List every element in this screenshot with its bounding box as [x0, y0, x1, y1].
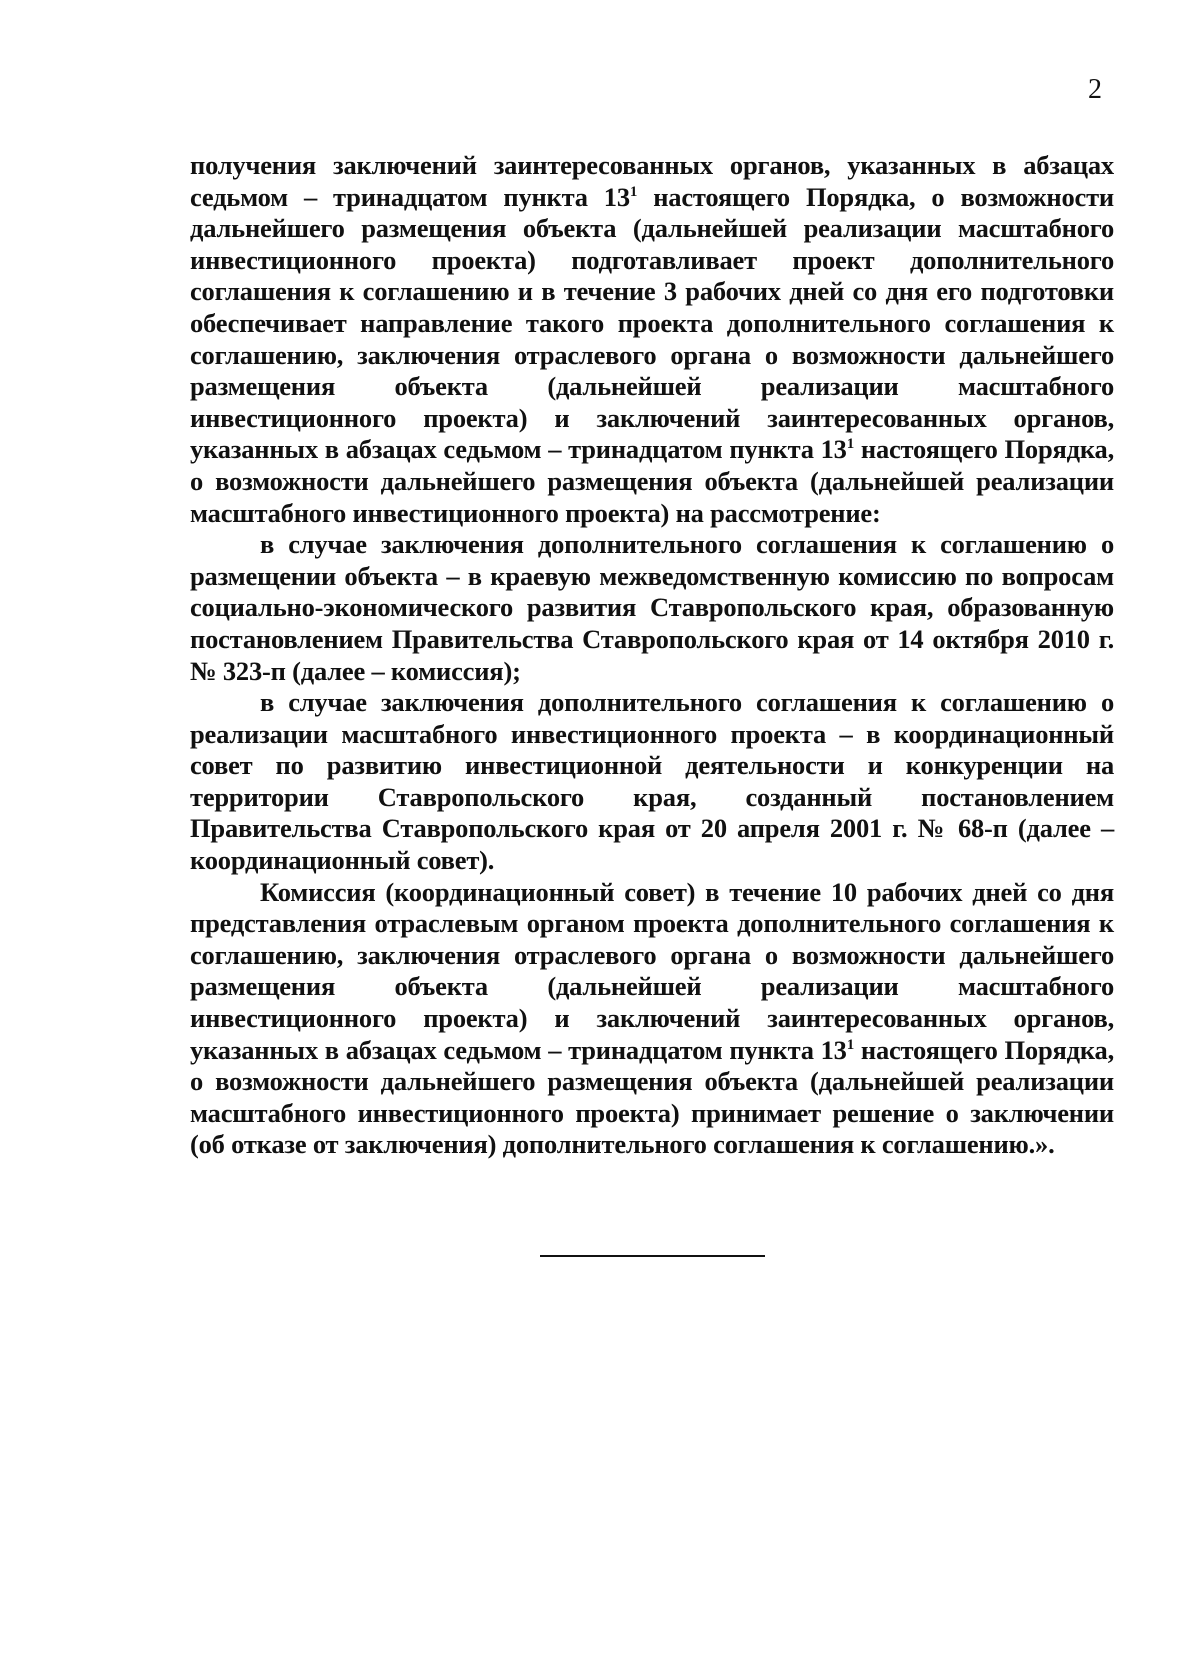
paragraph-1-part-a: получения заключений заинтересованных органов, указанных в абзацах седьмом – тринадцатом пункта 13 [190, 150, 1114, 212]
paragraph-4-part-a: Комиссия (координационный совет) в течение 10 рабочих дней со дня представления отраслевым органом проекта дополнительного соглашения к соглашению, заключения отраслевого органа о возможности дальнейшего размещения объекта (дальнейшей реализации масштабного инвестиционного проекта) и заключений заинтересованных органов, указанных в абзацах седьмом – тринадцатом пункта 13 [190, 876, 1114, 1065]
document-body [190, 150, 1114, 1161]
paragraph-4 [190, 877, 1114, 1161]
paragraph-3: в случае заключения дополнительного соглашения к соглашению о реализации масштабного инвестиционного проекта – в координационный совет по развитию инвестиционной деятельности и конкуренции на территории Ставропольского края, созданный постановлением Правительства Ставропольского края от 20 апреля 2001 г. № 68-п (далее – координационный совет). [190, 687, 1114, 876]
superscript-index: 1 [846, 436, 855, 453]
paragraph-1-part-b: настоящего Порядка, о возможности дальнейшего размещения объекта (дальнейшей реализации масштабного инвестиционного проекта) подготавливает проект дополнительного соглашения к соглашению и в течение 3 рабочих дней со дня его подготовки обеспечивает направление такого проекта дополнительного соглашения к соглашению, заключения отраслевого органа о возможности дальнейшего размещения объекта (дальнейшей реализации масштабного инвестиционного проекта) и заключений заинтересованных органов, указанных в абзацах седьмом – тринадцатом пункта 13 [190, 181, 1114, 465]
paragraph-1 [190, 150, 1114, 529]
page-number: 2 [1088, 74, 1102, 105]
closing-divider-line [540, 1255, 765, 1257]
superscript-index: 1 [629, 183, 638, 200]
paragraph-1-part-c: настоящего Порядка, о возможности дальнейшего размещения объекта (дальнейшей реализации масштабного инвестиционного проекта) на рассмотрение: [190, 434, 1114, 528]
paragraph-2: в случае заключения дополнительного соглашения к соглашению о размещении объекта – в краевую межведомственную комиссию по вопросам социально-экономического развития Ставропольского края, образованную постановлением Правительства Ставропольского края от 14 октября 2010 г. № 323-п (далее – комиссия); [190, 529, 1114, 686]
superscript-index: 1 [846, 1036, 855, 1053]
paragraph-4-part-b: настоящего Порядка, о возможности дальнейшего размещения объекта (дальнейшей реализации масштабного инвестиционного проекта) принимает решение о заключении (об отказе от заключения) дополнительного соглашения к соглашению.». [190, 1034, 1114, 1160]
